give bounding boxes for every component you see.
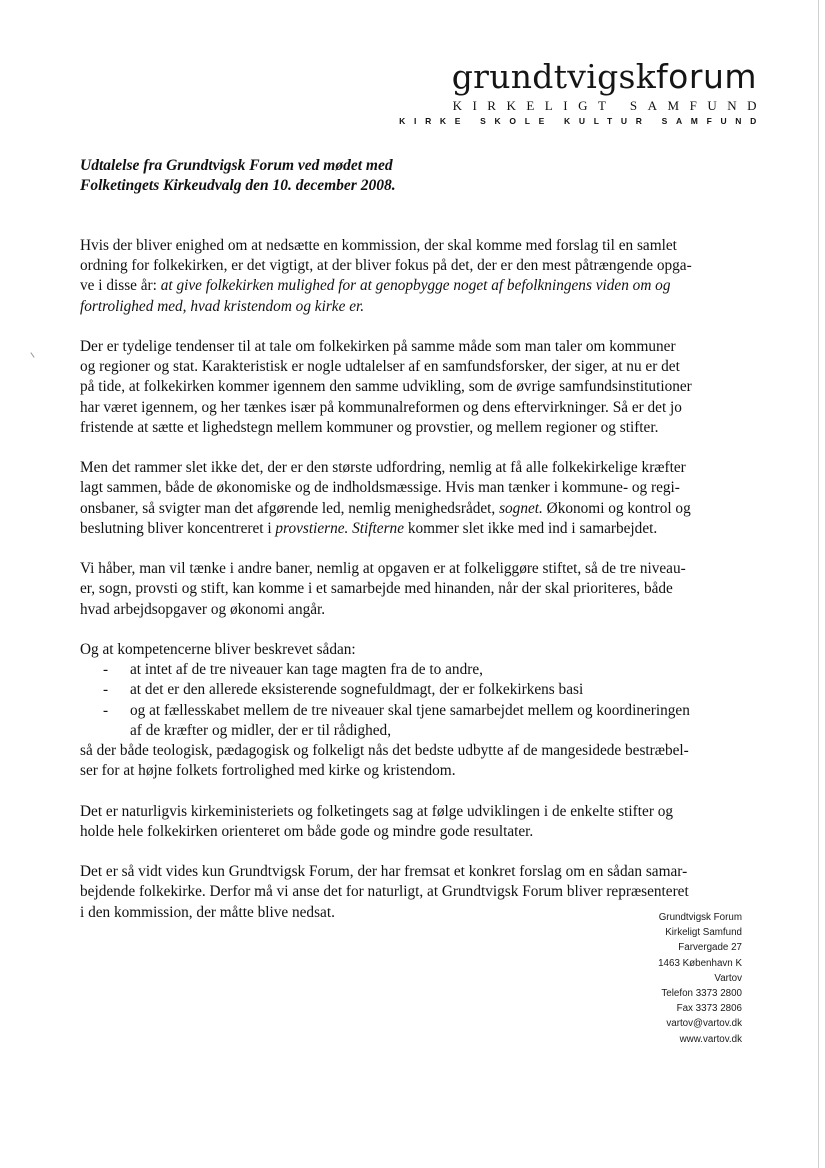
p1-line-3-text: ve i disse år:	[80, 277, 161, 295]
heading-line-2: Folketingets Kirkeudvalg den 10. december 2008.	[80, 177, 396, 194]
paragraph-gap	[80, 842, 748, 862]
paragraph-2	[80, 337, 748, 438]
paragraph-1	[80, 236, 748, 317]
address-street: Farvergade 27	[678, 942, 742, 954]
address-subtitle: Kirkeligt Samfund	[665, 927, 742, 939]
address-place: Vartov	[714, 972, 742, 984]
address-email: vartov@vartov.dk	[666, 1018, 742, 1030]
heading-line-1: Udtalelse fra Grundtvigsk Forum ved mødet med	[80, 157, 393, 174]
p5-line-after-1: så der både teologisk, pædagogisk og folkeligt nås det bedste udbytte af de mangesidede bestræbel-	[80, 742, 689, 760]
p2-line-3: på tide, at folkekirken kommer igennem den samme udvikling, som de øvrige samfundsinstitutioner	[80, 378, 692, 396]
paragraph-gap	[80, 539, 748, 559]
p3-line-4	[80, 519, 748, 539]
p2-line-1: Der er tydelige tendenser til at tale om folkekirken på samme måde som man taler om kommuner	[80, 338, 676, 355]
p1-line-1: Hvis der bliver enighed om at nedsætte en kommission, der skal komme med forslag til en samlet	[80, 237, 677, 254]
p4-line-3: hvad arbejdsopgaver og økonomi angår.	[80, 600, 326, 618]
p7-line-2: bejdende folkekirke. Derfor må vi anse det for naturligt, at Grundtvigsk Forum bliver repræsenteret	[80, 883, 689, 901]
paragraph-4	[80, 559, 748, 620]
logo-wordmark	[399, 58, 757, 96]
p1-line-3	[80, 276, 748, 296]
logo-name-bold: grundtvigsk	[451, 57, 657, 96]
bullet-text: og at fællesskabet mellem de tre niveauer skal tjene samarbejdet mellem og koordineringen	[130, 701, 690, 719]
p7-line-1: Det er så vidt vides kun Grundtvigsk Forum, der har fremsat et konkret forslag om en sådan samar-	[80, 863, 688, 881]
p6-line-1: Det er naturligvis kirkeministeriets og folketingets sag at følge udviklingen i de enkelte stifter og	[80, 802, 674, 820]
p5-intro: Og at kompetencerne bliver beskrevet sådan:	[80, 641, 356, 658]
paragraph-3	[80, 458, 748, 539]
paragraph-gap	[80, 620, 748, 640]
p1-line-4	[80, 297, 748, 317]
bullet-dash: -	[103, 701, 109, 719]
p4-line-2: er, sogn, provsti og stift, kan komme i et samarbejde med hinanden, når der skal prioriteres, både	[80, 580, 673, 598]
p3-line-3	[80, 499, 748, 519]
p3-line-4-emphasis: provstierne. Stifterne	[275, 519, 404, 537]
document-heading	[80, 156, 396, 196]
p6-line-2: holde hele folkekirken orienteret om både gode og mindre gode resultater.	[80, 822, 534, 840]
p3-line-4-tail: kommer slet ikke med ind i samarbejdet.	[404, 519, 658, 537]
scan-mark	[30, 352, 34, 357]
p2-line-4: har været igennem, og her tænkes især på kommunalreformen og dens eftervirkninger. Så er det jo	[80, 398, 682, 416]
bullet-item-3	[80, 701, 748, 721]
bullet-text: at det er den allerede eksisterende sognefuldmagt, der er folkekirkens basi	[130, 681, 584, 699]
letter-body	[80, 236, 748, 923]
logo-subtitle: KIRKELIGT SAMFUND	[452, 98, 767, 113]
bullet-text: at intet af de tre niveauer kan tage magten fra de to andre,	[130, 661, 483, 679]
p3-line-2: lagt sammen, både de økonomiske og de indholdsmæssige. Hvis man tænker i kommune- og regi-	[80, 479, 680, 497]
p3-line-3-text: onsbaner, så svigter man det afgørende led, nemlig menighedsrådet,	[80, 499, 500, 517]
p7-line-3: i den kommission, der måtte blive nedsat.	[80, 903, 335, 921]
bullet-item-2	[80, 680, 748, 700]
p5-line-after-2: ser for at højne folkets fortrolighed med kirke og kristendom.	[80, 762, 456, 780]
paragraph-gap	[80, 438, 748, 458]
p3-line-3-emphasis: sognet.	[499, 499, 543, 517]
address-city: 1463 København K	[658, 957, 742, 969]
address-phone: Telefon 3373 2800	[661, 988, 742, 1000]
sender-address-block	[658, 910, 742, 1047]
p1-line-2: ordning for folkekirken, er det vigtigt, at der bliver fokus på det, der er den mest påtrængende opga-	[80, 257, 692, 275]
logo-name-light: forum	[656, 57, 757, 96]
p3-line-1: Men det rammer slet ikke det, der er den største udfordring, nemlig at få alle folkekirkelige kræfter	[80, 459, 686, 477]
p1-line-3-emphasis: at give folkekirken mulighed for at genopbygge noget af befolkningens viden om og	[160, 277, 671, 295]
p2-line-5: fristende at sætte et lighedstegn mellem kommuner og provstier, og mellem regioner og stifter.	[80, 418, 659, 436]
bullet-item-1	[80, 660, 748, 680]
paragraph-7	[80, 862, 748, 923]
p1-line-4-emphasis: fortrolighed med, hvad kristendom og kirke er.	[80, 297, 365, 315]
scan-edge-line	[818, 0, 819, 1168]
address-organization: Grundtvigsk Forum	[658, 912, 742, 923]
letterhead	[399, 57, 767, 126]
address-fax: Fax 3373 2806	[676, 1003, 742, 1015]
address-website: www.vartov.dk	[679, 1033, 742, 1045]
bullet-dash: -	[103, 661, 109, 679]
bullet-item-3-continuation: af de kræfter og midler, der er til rådighed,	[130, 721, 392, 739]
paragraph-5	[80, 640, 748, 781]
paragraph-6	[80, 802, 748, 842]
p2-line-2: og regioner og stat. Karakteristisk er nogle udtalelser af en samfundsforsker, der siger, at nu er det	[80, 358, 680, 376]
paragraph-gap	[80, 317, 748, 337]
logo-tagline: KIRKE SKOLE KULTUR SAMFUND	[399, 116, 765, 126]
p4-line-1: Vi håber, man vil tænke i andre baner, nemlig at opgaven er at folkeliggøre stiftet, så de tre niveau-	[80, 560, 686, 578]
p3-line-4-text: beslutning bliver koncentreret i	[80, 519, 276, 537]
p3-line-3-tail: Økonomi og kontrol og	[542, 499, 691, 517]
paragraph-gap	[80, 781, 748, 801]
bullet-dash: -	[103, 681, 109, 699]
